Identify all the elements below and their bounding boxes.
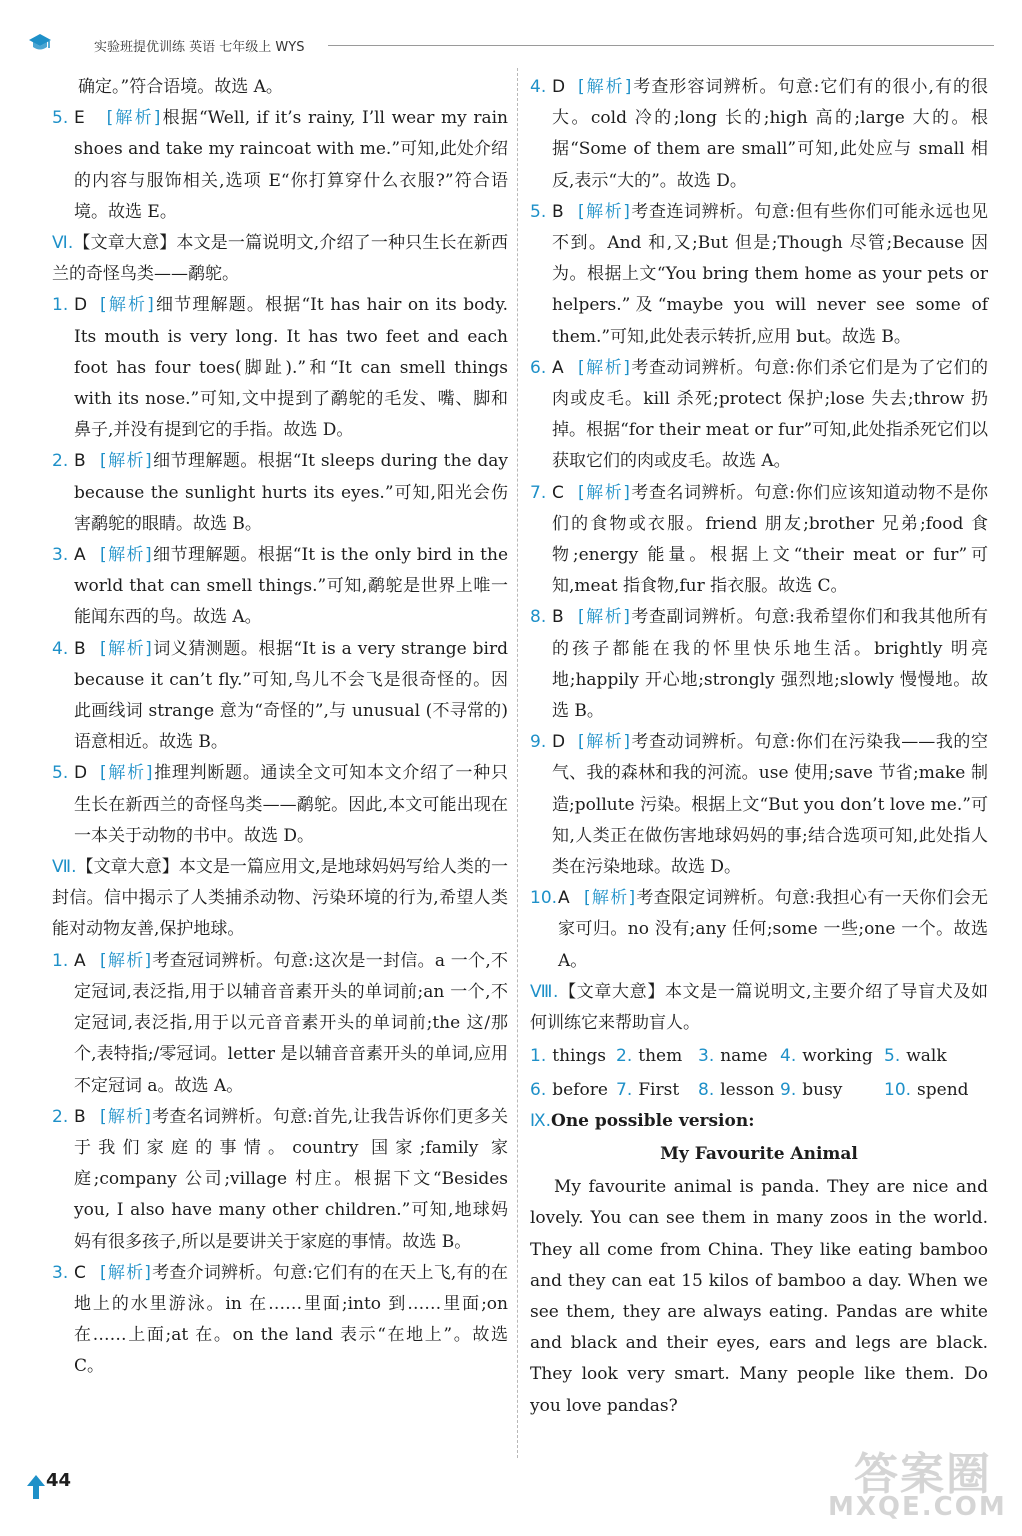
section-summary: 【文章大意】本文是一篇说明文,介绍了一种只生长在新西兰的奇怪鸟类——鹬鸵。: [52, 233, 509, 285]
item-number: 1.: [52, 295, 69, 316]
fill-answer: [780, 1041, 884, 1072]
section-number: Ⅸ.: [530, 1110, 552, 1131]
item-body: [558, 883, 988, 977]
answer-item: [52, 103, 508, 228]
essay-title: My Favourite Animal: [660, 1143, 858, 1164]
analysis-tag: [解析]: [578, 607, 631, 628]
watermark-logo-text: 答案圈: [854, 1449, 992, 1500]
analysis-tag: [解析]: [106, 108, 162, 129]
analysis-text: 词义猜测题。根据“It is a very strange bird because it can’t fly.”可知,鸟儿不会飞是很奇怪的。因此画线词 strange 意为“奇怪的”,与 unusual (不寻常的)语意相近。故选 B。: [74, 638, 508, 753]
analysis-text: 考查介词辨析。句意:它们有的在天上飞,有的在地上的水里游泳。in 在……里面;into 到……里面;on 在……上面;at 在。on the land 表示“在地上”。故选 C。: [74, 1262, 508, 1377]
section-heading: [52, 228, 508, 290]
item-body: [74, 946, 508, 1102]
answer-item: [530, 353, 988, 478]
answer-item: [52, 446, 508, 540]
item-number: 4.: [52, 638, 69, 659]
item-answer: B: [74, 451, 86, 472]
answer-item: [530, 883, 988, 977]
item-number: 5.: [52, 108, 69, 129]
item-body: [552, 727, 988, 883]
fill-answer: [698, 1041, 780, 1072]
answer-item: [530, 478, 988, 603]
analysis-tag: [解析]: [578, 77, 633, 97]
analysis-text: 细节理解题。根据“It has hair on its body. Its mouth is very long. It has two feet and each foot has four toes(脚趾).”和“It can smell things with its nose.”可知,文中提到了鹬鸵的毛发、嘴、脚和鼻子,并没有提到它的手指。故选 D。: [74, 295, 508, 441]
page-number-badge: [26, 1470, 82, 1504]
watermark-url: MXQE.COM: [828, 1492, 1007, 1522]
fill-number: 6.: [530, 1079, 547, 1100]
item-answer: B: [74, 638, 86, 659]
answer-item: [52, 758, 508, 852]
item-answer: C: [74, 1262, 86, 1283]
watermark: [824, 1438, 1007, 1528]
item-number: 2.: [52, 1106, 69, 1127]
header-rule: [328, 45, 994, 46]
fill-answer: [698, 1075, 780, 1106]
section-heading: [52, 852, 508, 946]
item-number: 5.: [530, 201, 547, 222]
analysis-tag: [解析]: [100, 451, 153, 472]
item-number: 8.: [530, 607, 547, 628]
fill-word: busy: [802, 1079, 843, 1100]
fill-answer: [780, 1075, 884, 1106]
item-answer: A: [74, 950, 86, 971]
fill-answer: [530, 1075, 616, 1106]
section-7-items: [52, 946, 508, 1383]
section-7-items-cont: [530, 72, 988, 977]
item-body: [552, 602, 988, 727]
item-answer: C: [552, 482, 564, 503]
fill-word: them: [638, 1046, 683, 1067]
analysis-text: 考查冠词辨析。句意:这次是一封信。a 一个,不定冠词,表泛指,用于以辅音音素开头的单词前;an 一个,不定冠词,表泛指,用于以元音音素开头的单词前;the 这/那个,表特指;/零冠词。letter 是以辅音音素开头的单词,应用不定冠词 a。故选 A。: [74, 950, 509, 1096]
fill-answer: [530, 1041, 616, 1072]
fill-word: spend: [917, 1079, 969, 1100]
item-body: [552, 478, 988, 603]
analysis-text: 考查形容词辨析。句意:它们有的很小,有的很大。cold 冷的;long 长的;high 高的;large 大的。根据“Some of them are small”可知,此处应与 small 相反,表示“大的”。故选 D。: [552, 77, 988, 191]
fill-number: 3.: [698, 1046, 715, 1067]
fill-word: First: [638, 1079, 680, 1100]
answer-item: [530, 197, 988, 353]
item-number: 1.: [52, 950, 69, 971]
fill-answers-row-1: [530, 1041, 988, 1072]
item-answer: B: [552, 201, 564, 222]
answer-item: [530, 72, 988, 197]
fill-number: 1.: [530, 1046, 547, 1067]
item-body: [74, 290, 508, 446]
fill-answers-row-2: [530, 1075, 988, 1106]
analysis-text: 细节理解题。根据“It sleeps during the day because the sunlight hurts its eyes.”可知,阳光会伤害鹬鸵的眼睛。故选 B。: [74, 451, 508, 534]
analysis-tag: [解析]: [100, 295, 155, 316]
analysis-tag: [解析]: [100, 763, 154, 784]
possible-version-label: One possible version:: [551, 1110, 755, 1131]
analysis-tag: [解析]: [578, 201, 631, 222]
analysis-text: 考查名词辨析。句意:首先,让我告诉你们更多关于我们家庭的事情。country 国家;family 家庭;company 公司;village 村庄。根据下文“Besides you, I also have many other children.”可知,地球妈妈有很多孩子,所以是要讲关于家庭的事情。故选 B。: [74, 1106, 508, 1252]
analysis-tag: [解析]: [100, 1106, 152, 1127]
fill-number: 8.: [698, 1079, 715, 1100]
answer-item: [52, 540, 508, 634]
answer-item: [530, 602, 988, 727]
analysis-tag: [解析]: [100, 638, 153, 659]
item-answer: B: [552, 607, 564, 628]
fill-answer: [616, 1041, 698, 1072]
fill-answer: [884, 1075, 969, 1106]
item-answer: D: [74, 295, 88, 316]
item-number: 7.: [530, 482, 547, 503]
analysis-tag: [解析]: [100, 545, 153, 566]
fill-number: 2.: [616, 1046, 633, 1067]
section-6-items: [52, 290, 508, 852]
fill-word: working: [802, 1046, 873, 1067]
fill-number: 5.: [884, 1046, 901, 1067]
item-body: [552, 197, 988, 353]
answer-item: [530, 727, 988, 883]
item-answer: E: [74, 108, 85, 129]
answer-item: [52, 1102, 508, 1258]
fill-number: 4.: [780, 1046, 797, 1067]
item-body: [74, 1102, 508, 1258]
item-body: [74, 540, 508, 634]
analysis-text: 根据“Well, if it’s rainy, I’ll wear my rain shoes and take my raincoat with me.”可知,此处介绍的内容与服饰相关,选项 E“你打算穿什么衣服?”符合语境。故选 E。: [74, 108, 508, 222]
up-arrow-icon: [26, 1474, 46, 1500]
section-heading: [530, 977, 988, 1039]
item-answer: A: [74, 545, 86, 566]
page-header: [28, 30, 994, 58]
answer-item: [52, 1258, 508, 1383]
item-answer: D: [552, 732, 566, 753]
item-answer: B: [74, 1106, 86, 1127]
analysis-text: 考查连词辨析。句意:但有些你们可能永远也见不到。And 和,又;But 但是;Though 尽管;Because 因为。根据上文“You bring them home as your pets or helpers.”及“maybe you will never see some of them.”可知,此处表示转折,应用 but。故选 B。: [552, 201, 988, 347]
item-number: 10.: [530, 888, 558, 909]
graduation-cap-icon: [28, 32, 52, 54]
item-body: [74, 634, 508, 759]
column-divider: [517, 68, 518, 1458]
fill-number: 9.: [780, 1079, 797, 1100]
fill-number: 7.: [616, 1079, 633, 1100]
analysis-tag: [解析]: [584, 888, 637, 909]
item-body: [74, 103, 508, 228]
item-number: 9.: [530, 732, 547, 753]
item-number: 3.: [52, 545, 69, 566]
answer-item: [52, 634, 508, 759]
analysis-text: 考查动词辨析。句意:你们在污染我——我的空气、我的森林和我的河流。use 使用;save 节省;make 制造;pollute 污染。根据上文“But you don’t love me.”可知,人类正在做伤害地球妈妈的事;结合选项可知,此处指人类在污染地球。故选 D。: [552, 732, 988, 878]
analysis-text: 考查名词辨析。句意:你们应该知道动物不是你们的食物或衣服。friend 朋友;brother 兄弟;food 食物;energy 能量。根据上文“their meat or fur”可知,meat 指食物,fur 指衣服。故选 C。: [552, 482, 988, 597]
analysis-text: 细节理解题。根据“It is the only bird in the world that can smell things.”可知,鹬鸵是世界上唯一能闻东西的鸟。故选 A。: [74, 545, 508, 628]
analysis-text: 推理判断题。通读全文可知本文介绍了一种只生长在新西兰的奇怪鸟类——鹬鸵。因此,本文可能出现在一本关于动物的书中。故选 D。: [74, 763, 509, 846]
fill-answer: [884, 1041, 954, 1072]
analysis-tag: [解析]: [100, 950, 153, 971]
item-answer: D: [74, 763, 88, 784]
fill-number: 10.: [884, 1079, 912, 1100]
item-number: 6.: [530, 357, 547, 378]
item-body: [74, 446, 508, 540]
continuation-text: 确定。”符合语境。故选 A。: [78, 77, 283, 97]
item-answer: D: [552, 77, 566, 97]
fill-word: name: [720, 1046, 768, 1067]
item-body: [552, 72, 988, 197]
section-number: Ⅷ.: [530, 981, 559, 1002]
analysis-tag: [解析]: [578, 732, 631, 753]
analysis-text: 考查限定词辨析。句意:我担心有一天你们会无家可归。no 没有;any 任何;some 一些;one 一个。故选 A。: [558, 888, 988, 971]
analysis-tag: [解析]: [578, 482, 631, 503]
section-number: Ⅶ.: [52, 857, 77, 878]
analysis-tag: [解析]: [100, 1262, 152, 1283]
analysis-text: 考查动词辨析。句意:你们杀它们是为了它们的肉或皮毛。kill 杀死;protect 保护;lose 失去;throw 扔掉。根据“for their meat or fur”可知,此处指杀死它们以获取它们的肉或皮毛。故选 A。: [552, 357, 988, 472]
fill-word: before: [552, 1079, 608, 1100]
answer-item: [52, 290, 508, 446]
item-body: [552, 353, 988, 478]
item-answer: A: [552, 357, 564, 378]
section-summary: 【文章大意】本文是一篇说明文,主要介绍了导盲犬及如何训练它来帮助盲人。: [530, 981, 988, 1034]
item-body: [74, 758, 508, 852]
section-number: Ⅵ.: [52, 233, 74, 254]
item-number: 2.: [52, 451, 69, 472]
item-body: [74, 1258, 508, 1383]
analysis-text: 考查副词辨析。句意:我希望你们和我其他所有的孩子都能在我的怀里快乐地生活。brightly 明亮地;happily 开心地;strongly 强烈地;slowly 慢慢地。故选 B。: [552, 607, 988, 722]
item-answer: A: [558, 888, 570, 909]
section-heading: [530, 1106, 988, 1137]
fill-answer: [616, 1075, 698, 1106]
item-number: 3.: [52, 1262, 69, 1283]
analysis-tag: [解析]: [578, 357, 631, 378]
left-column: [52, 72, 508, 1383]
fill-word: things: [552, 1046, 607, 1067]
essay-body: My favourite animal is panda. They are nice and lovely. You can see them in many zoos in the world. They all come from China. They like eating bamboo and they can eat 15 kilos of bamboo a day. When we see them, they are always eating. Pandas are white and black and their eyes, ears and legs are black. They look very smart. Many people like them. Do you love pandas?: [530, 1177, 988, 1416]
fill-word: walk: [906, 1046, 947, 1067]
item-number: 5.: [52, 763, 69, 784]
fill-word: lesson: [720, 1079, 775, 1100]
right-column: [530, 72, 988, 1422]
section-summary: 【文章大意】本文是一篇应用文,是地球妈妈写给人类的一封信。信中揭示了人类捕杀动物、污染环境的行为,希望人类能对动物友善,保护地球。: [52, 857, 509, 940]
item-number: 4.: [530, 77, 547, 97]
answer-item: [52, 946, 508, 1102]
page-number: 44: [46, 1470, 72, 1491]
header-title: 实验班提优训练 英语 七年级上 WYS: [94, 40, 305, 55]
